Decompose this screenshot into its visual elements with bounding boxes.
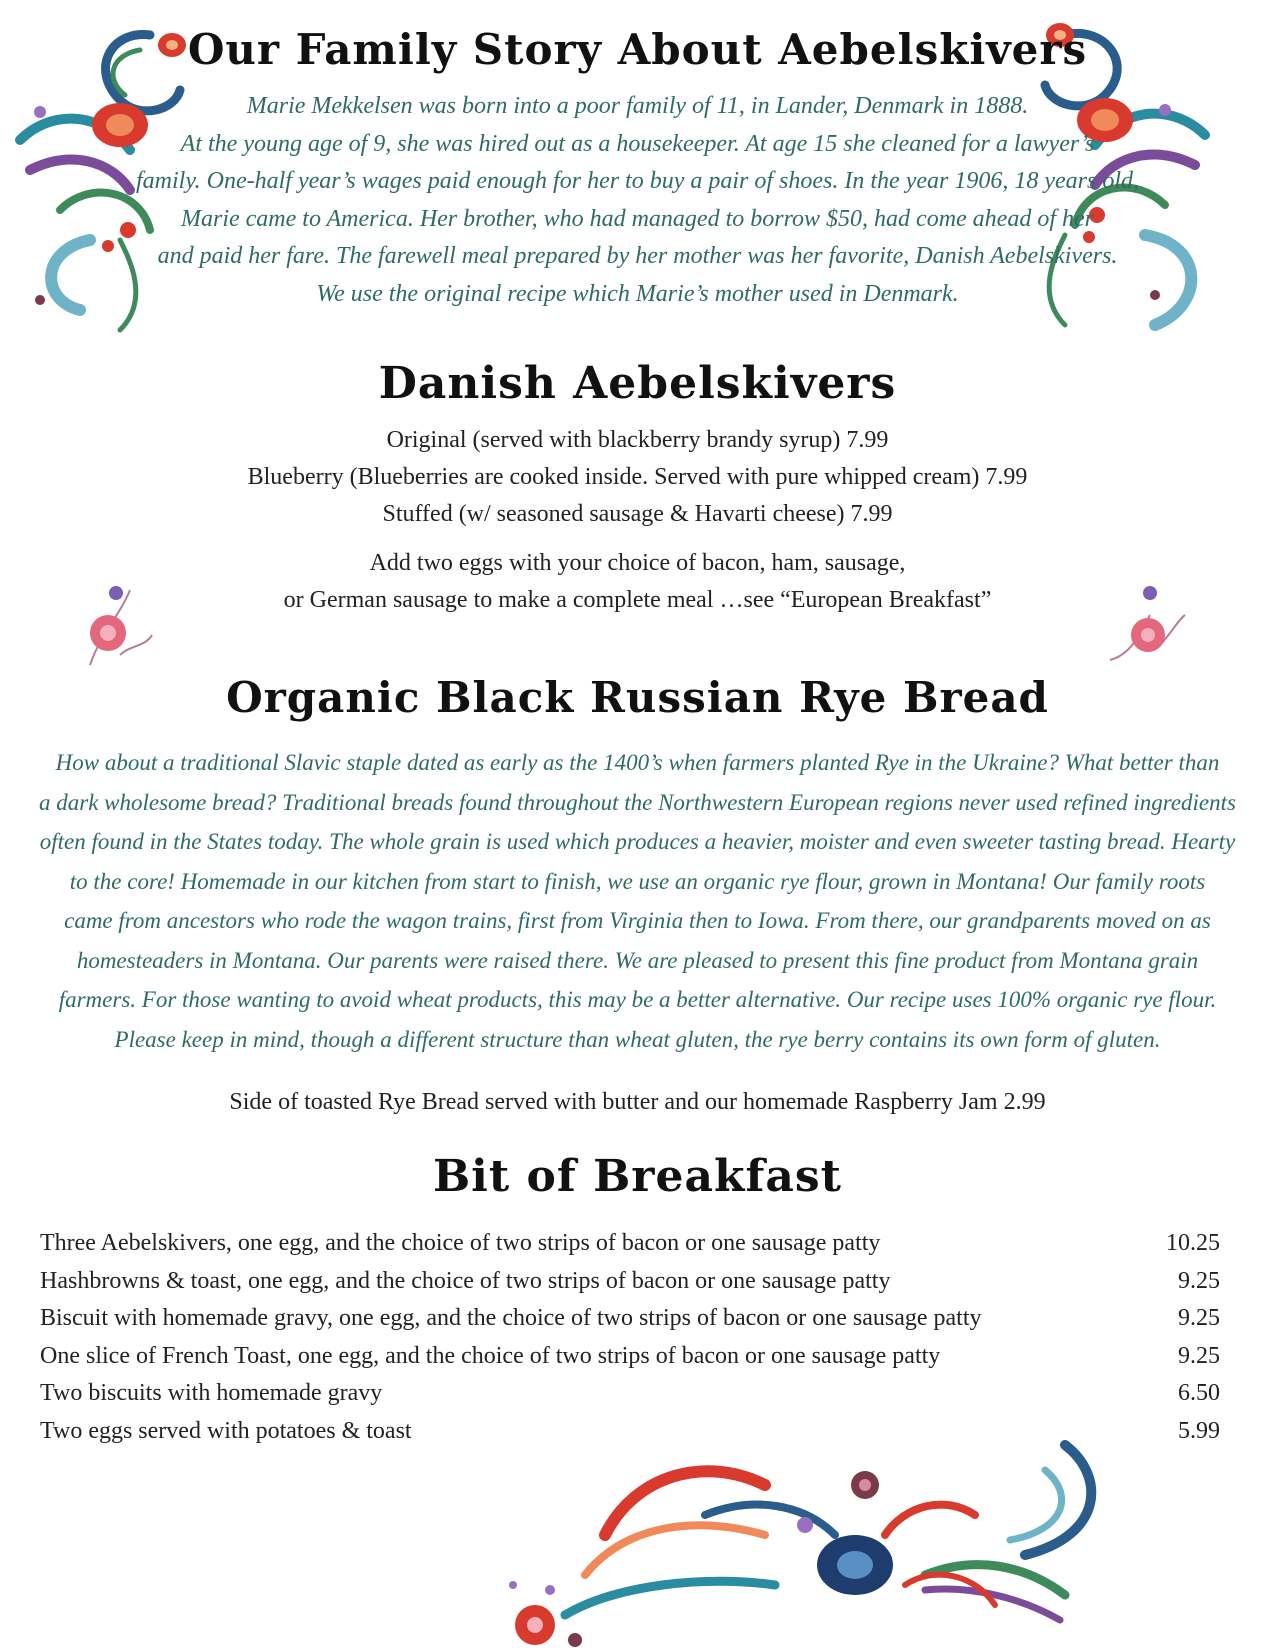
breakfast-item-price: 9.25 [1178,1305,1220,1331]
rye-line: How about a traditional Slavic staple dated as early as the 1400’s when farmers planted Rye in the Ukraine? What better than [55,750,1220,775]
danish-note-line: Add two eggs with your choice of bacon, ham, sausage, [369,550,906,576]
rye-line: homesteaders in Montana. Our parents were raised there. We are pleased to present this fine product from Montana grain [76,947,1199,973]
small-flower-left-icon [70,575,160,685]
story-line: family. One-half year’s wages paid enough for her to buy a pair of shoes. In the year 1906, 18 years old, [135,168,1139,194]
story-line: Marie Mekkelsen was born into a poor family of 11, in Lander, Denmark in 1888. [246,93,1029,119]
story-line: and paid her fare. The farewell meal prepared by her mother was her favorite, Danish Aebelskivers. [157,243,1118,269]
danish-note-line: or German sausage to make a complete meal …see “European Breakfast” [283,587,992,613]
danish-item: Original (served with blackberry brandy syrup) 7.99 [386,427,889,453]
rye-line: a dark wholesome bread? Traditional breads found throughout the Northwestern European regions never used refined ingredients [39,789,1236,815]
breakfast-item-price: 9.25 [1178,1342,1220,1369]
breakfast-item [40,1225,1220,1263]
rye-line: often found in the States today. The whole grain is used which produces a heavier, moister and even sweeter tasting bread. Hearty [39,829,1236,854]
breakfast-item-name: Three Aebelskivers, one egg, and the choice of two strips of bacon or one sausage patty [40,1230,881,1256]
breakfast-item-price: 6.50 [1178,1380,1220,1406]
story-line: Marie came to America. Her brother, who had managed to borrow $50, had come ahead of her [180,205,1094,232]
rye-title: Organic Black Russian Rye Bread [226,673,1049,722]
danish-item: Blueberry (Blueberries are cooked inside. Served with pure whipped cream) 7.99 [247,464,1028,490]
rye-description [20,743,1255,1059]
danish-title: Danish Aebelskivers [378,358,897,409]
rye-line: Please keep in mind, though a different structure than wheat gluten, the rye berry contains its own form of gluten. [114,1026,1161,1052]
breakfast-item-name: Biscuit with homemade gravy, one egg, and the choice of two strips of bacon or one sausage patty [40,1305,982,1331]
breakfast-item-name: Two biscuits with homemade gravy [40,1380,383,1406]
small-flower-right-icon [1100,575,1190,675]
story-line: We use the original recipe which Marie’s mother used in Denmark. [316,280,959,307]
breakfast-item [40,1263,1220,1301]
breakfast-item [40,1300,1220,1338]
rosemaling-bottom-ornament-icon [505,1415,1145,1651]
breakfast-item-price: 9.25 [1178,1267,1220,1294]
breakfast-item [40,1375,1220,1413]
story-text [120,88,1155,313]
danish-items [0,422,1275,533]
rye-line: came from ancestors who rode the wagon trains, first from Virginia then to Iowa. From there, our grandparents moved on as [64,908,1211,933]
danish-note [0,545,1275,619]
story-title: Our Family Story About Aebelskivers [187,25,1088,74]
breakfast-item [40,1338,1220,1376]
breakfast-item-price: 10.25 [1166,1230,1220,1256]
breakfast-item-price: 5.99 [1178,1417,1220,1444]
rye-line: farmers. For those wanting to avoid wheat products, this may be a better alternative. Our recipe uses 100% organic rye flour. [58,987,1217,1012]
breakfast-item-name: Two eggs served with potatoes & toast [40,1417,412,1444]
breakfast-title: Bit of Breakfast [432,1151,843,1202]
story-line: At the young age of 9, she was hired out as a housekeeper. At age 15 she cleaned for a lawyer’s [180,130,1095,157]
rye-line: to the core! Homemade in our kitchen from start to finish, we use an organic rye flour, grown in Montana! Our family roots [69,868,1206,894]
rye-side-item: Side of toasted Rye Bread served with butter and our homemade Raspberry Jam 2.99 [229,1089,1046,1115]
danish-item: Stuffed (w/ seasoned sausage & Havarti cheese) 7.99 [382,501,893,527]
breakfast-item-name: One slice of French Toast, one egg, and the choice of two strips of bacon or one sausage patty [40,1342,941,1369]
breakfast-item-name: Hashbrowns & toast, one egg, and the choice of two strips of bacon or one sausage patty [40,1267,891,1294]
